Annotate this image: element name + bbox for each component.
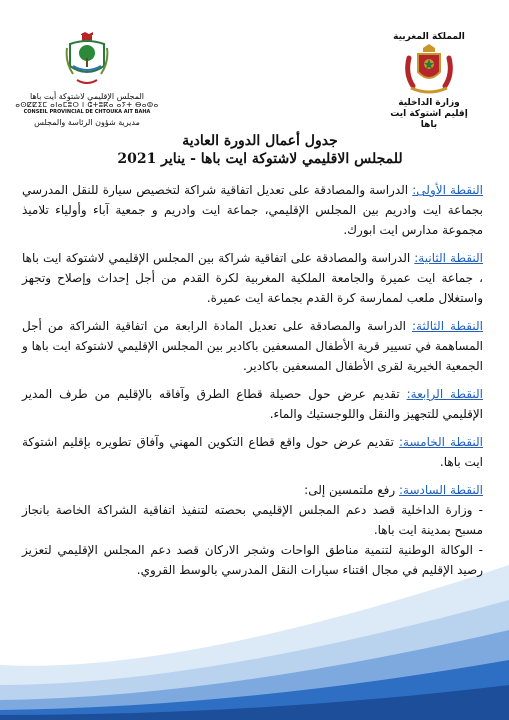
- title-line-1: جدول أعمال الدورة العادية: [182, 133, 338, 149]
- agenda-point: [22, 432, 483, 472]
- point-label: النقطة الثالثة:: [412, 319, 483, 333]
- point-text: تقديم عرض حول حصيلة قطاع الطرق وآفاقه بالإقليم من طرف المدير الإقليمي للتجهيز والنقل واللوجستيك والماء.: [22, 387, 483, 421]
- council-name-arabic: المجلس الإقليمي لاشتوكة أيت باها: [30, 92, 144, 101]
- request-item: - الوكالة الوطنية لتنمية مناطق الواحات وشجر الاركان قصد دعم المجلس الإقليمي لتعزيز رصيد الإقليم في مجال اقتناء سيارات النقل المدرسي بالوسط القروي.: [22, 543, 483, 577]
- council-header: [12, 32, 162, 127]
- agenda-point: [22, 316, 483, 376]
- point-label: النقطة الأولى:: [412, 183, 484, 197]
- ministry-name: وزارة الداخلية: [398, 98, 460, 108]
- ministry-header: [389, 32, 469, 131]
- point-text: الدراسة والمصادقة على تعديل اتفاقية شراكة لتخصيص سيارة للنقل المدرسي بجماعة ايت وادريم بين المجلس الإقليمي، جماعة ايت وادريم و جمعية آباء وأولياء تلاميذ مجموعة مدارس ايت ابورك.: [22, 183, 483, 237]
- agenda-title: [70, 133, 450, 167]
- title-line-2: للمجلس الاقليمي لاشتوكة ايت باها - يناير 2021: [117, 151, 403, 167]
- point-text: تقديم عرض حول واقع قطاع التكوين المهني وآفاق تطويره بإقليم اشتوكة ايت باها.: [22, 435, 483, 469]
- kingdom-label: المملكة المغربية: [393, 32, 465, 42]
- council-name-tifinagh: ⴰⵙⵇⵇⵉⵎ ⴰⵏⴰⵎⵓⵔ ⵏ ⵛⵜⵓⴽⴰ ⴰⵢⵜ ⴱⴰⵀⴰ: [15, 101, 159, 109]
- directorate-name: مديرية شؤون الرئاسة والمجلس: [34, 118, 140, 127]
- point-text: رفع ملتمسين إلى:: [304, 483, 399, 497]
- provincial-council-emblem-icon: [65, 32, 109, 90]
- point-label: النقطة السادسة:: [399, 483, 483, 497]
- point-label: النقطة الخامسة:: [398, 435, 483, 449]
- point-text: الدراسة والمصادقة على اتفاقية شراكة بين المجلس الإقليمي لاشتوكة ايت باها ، جماعة ايت عميرة والجامعة الملكية المغربية لكرة القدم من أجل إحداث وإصلاح وتجهز واستغلال ملعب لممارسة كرة القدم بجماعة ايت عميرة.: [22, 251, 483, 305]
- agenda-point: [22, 480, 483, 580]
- agenda-point: [22, 180, 483, 240]
- point-text: الدراسة والمصادقة على تعديل المادة الرابعة من اتفاقية الشراكة من أجل المساهمة في تسيير قرية الأطفال المسعفين باكادير بين المجلس الإقليمي لاشتوكة ايت باها و الجمعية الخيرية لقرى الأطفال المسعفين باكادير.: [22, 319, 483, 373]
- point-label: النقطة الرابعة:: [406, 387, 484, 401]
- agenda-point: [22, 384, 483, 424]
- council-name-french: CONSEIL PROVINCIAL DE CHTOUKA AIT BAHA: [23, 109, 151, 115]
- agenda-point: [22, 248, 483, 308]
- point-label: النقطة الثانية:: [414, 251, 484, 265]
- request-item: - وزارة الداخلية قصد دعم المجلس الإقليمي بحصته لتنفيذ اتفاقية الشراكة الخاصة بانجاز مسبح بمدينة ايت باها.: [22, 503, 483, 537]
- ministry-label: [389, 98, 469, 131]
- province-name: إقليم اشتوكة ايت باها: [390, 109, 468, 130]
- agenda-points: [22, 180, 483, 588]
- moroccan-coat-of-arms-icon: [401, 44, 457, 96]
